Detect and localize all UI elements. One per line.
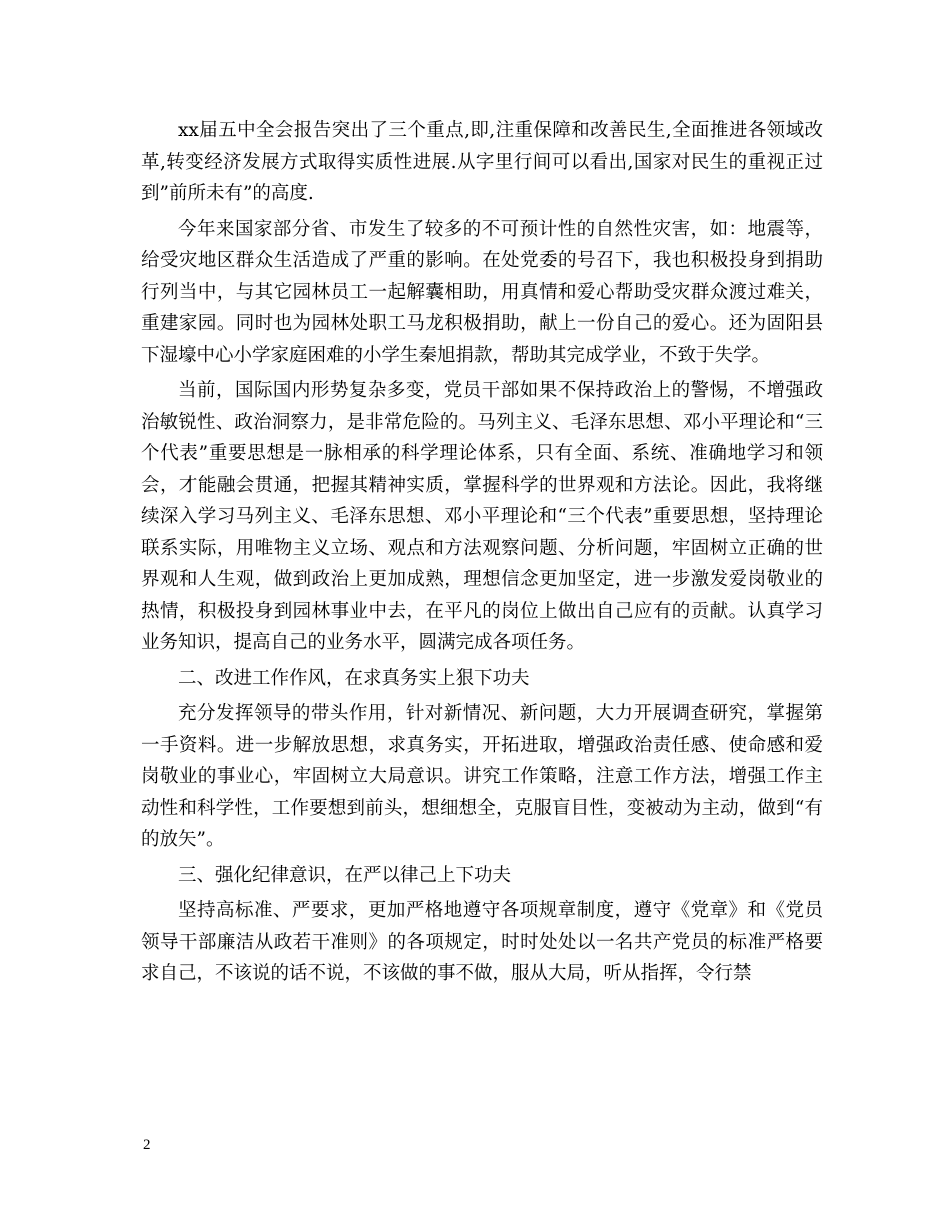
paragraph-disaster-relief: 今年来国家部分省、市发生了较多的不可预计性的自然性灾害，如：地震等，给受灾地区群众生活造成了严重的影响。在处党委的号召下，我也积极投身到捐助行列当中，与其它园林员工一起解囊相助，用真情和爱心帮助受灾群众渡过难关，重建家园。同时也为园林处职工马龙积极捐助，献上一份自己的爱心。还为固阳县下湿壕中心小学家庭困难的小学生秦旭捐款，帮助其完成学业，不致于失学。	[141, 218, 823, 366]
paragraph-people-livelihood: xx届五中全会报告突出了三个重点,即,注重保障和改善民生,全面推进各领域改革,转变经济发展方式取得实质性进展.从字里行间可以看出,国家对民生的重视正过到”前所未有”的高度.	[141, 120, 823, 204]
page-number: 2	[143, 1137, 151, 1153]
section-heading-work-style: 二、改进工作作风，在求真务实上狠下功夫	[178, 667, 530, 689]
paragraph-discipline: 坚持高标准、严要求，更加严格地遵守各项规章制度，遵守《党章》和《党员领导干部廉洁从政若干准则》的各项规定，时时处处以一名共产党员的标准严格要求自己，不该说的话不说，不该做的事不做，服从大局，听从指挥，令行禁	[141, 900, 823, 984]
paragraph-political-study: 当前，国际国内形势复杂多变，党员干部如果不保持政治上的警惕，不增强政治敏锐性、政治洞察力，是非常危险的。马列主义、毛泽东思想、邓小平理论和“三个代表”重要思想是一脉相承的科学理论体系，只有全面、系统、准确地学习和领会，才能融会贯通，把握其精神实质，掌握科学的世界观和方法论。因此，我将继续深入学习马列主义、毛泽东思想、邓小平理论和“三个代表”重要思想，坚持理论联系实际，用唯物主义立场、观点和方法观察问题、分析问题，牢固树立正确的世界观和人生观，做到政治上更加成熟，理想信念更加坚定，进一步激发爱岗敬业的热情，积极投身到园林事业中去，在平凡的岗位上做出自己应有的贡献。认真学习业务知识，提高自己的业务水平，圆满完成各项任务。	[141, 380, 823, 653]
document-body	[141, 115, 823, 994]
section-heading-discipline: 三、强化纪律意识，在严以律己上下功夫	[178, 864, 512, 886]
paragraph-work-style: 充分发挥领导的带头作用，针对新情况、新问题，大力开展调查研究，掌握第一手资料。进一步解放思想，求真务实，开拓进取，增强政治责任感、使命感和爱岗敬业的事业心，牢固树立大局意识。讲究工作策略，注意工作方法，增强工作主动性和科学性，工作要想到前头，想细想全，克服盲目性，变被动为主动，做到“有的放矢”。	[141, 703, 823, 850]
